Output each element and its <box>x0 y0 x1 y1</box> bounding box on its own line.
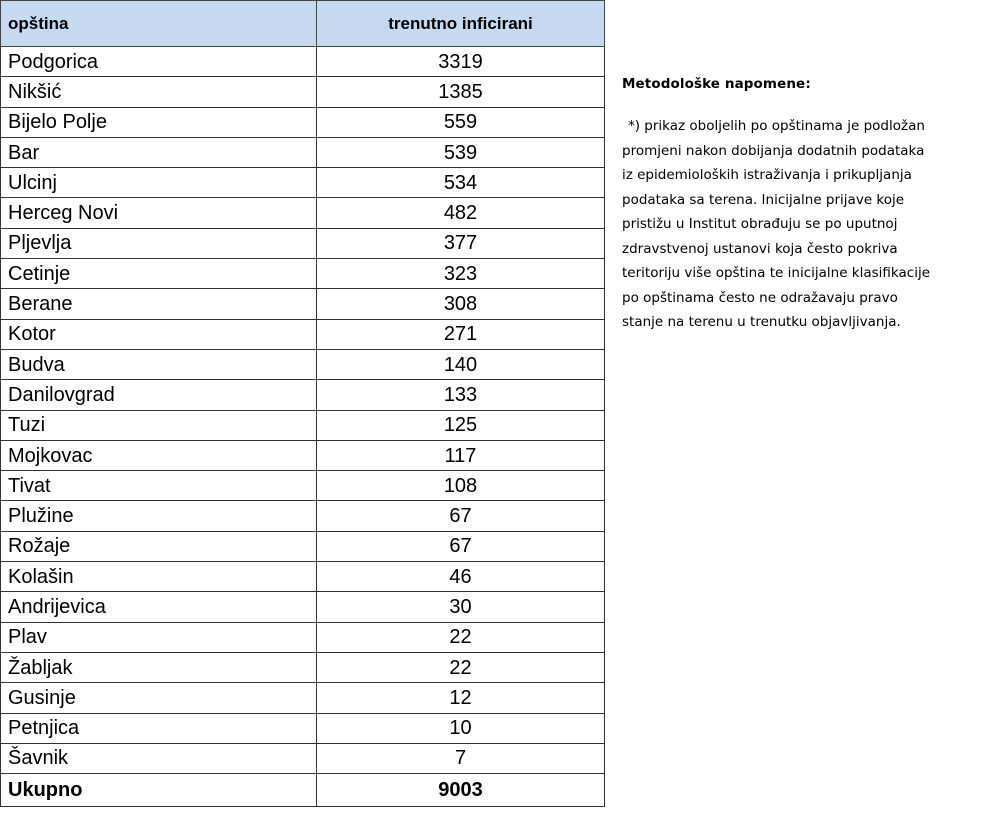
total-value: 9003 <box>317 774 605 807</box>
infected-count: 559 <box>317 107 605 137</box>
infected-count: 108 <box>317 471 605 501</box>
municipality-name: Bar <box>1 137 317 167</box>
infected-count: 30 <box>317 592 605 622</box>
table-row <box>1 107 605 137</box>
infected-count: 534 <box>317 168 605 198</box>
infected-count: 22 <box>317 622 605 652</box>
municipality-name: Bijelo Polje <box>1 107 317 137</box>
table-row <box>1 47 605 77</box>
infected-count: 22 <box>317 652 605 682</box>
infected-count: 125 <box>317 410 605 440</box>
municipality-name: Berane <box>1 289 317 319</box>
column-header-infected: trenutno inficirani <box>317 1 605 47</box>
municipality-name: Šavnik <box>1 743 317 773</box>
municipality-name: Danilovgrad <box>1 380 317 410</box>
table-row <box>1 168 605 198</box>
table-row <box>1 501 605 531</box>
table-header-row <box>1 1 605 47</box>
infected-count: 133 <box>317 380 605 410</box>
municipality-name: Nikšić <box>1 77 317 107</box>
infected-count: 46 <box>317 562 605 592</box>
infected-count: 482 <box>317 198 605 228</box>
municipality-name: Ulcinj <box>1 168 317 198</box>
municipality-name: Tivat <box>1 471 317 501</box>
table-row <box>1 440 605 470</box>
table-row <box>1 228 605 258</box>
total-label: Ukupno <box>1 774 317 807</box>
notes-text: *) prikaz oboljelih po opštinama je podložan promjeni nakon dobijanja dodatnih podataka iz epidemioloških istraživanja i prikupljanja podataka sa terena. Inicijalne prijave koje pristižu u Institut obrađuju se po uputnoj zdravstvenoj ustanovi koja često pokriva teritoriju više opština te inicijalne klasifikacije po opštinama često ne odražavaju pravo stanje na terenu u trenutku objavljivanja. <box>622 118 931 330</box>
municipality-name: Budva <box>1 349 317 379</box>
infected-count: 323 <box>317 259 605 289</box>
table-row <box>1 137 605 167</box>
infected-count: 67 <box>317 501 605 531</box>
infected-count: 117 <box>317 440 605 470</box>
infected-count: 12 <box>317 683 605 713</box>
table-row <box>1 592 605 622</box>
infected-count: 140 <box>317 349 605 379</box>
table-row <box>1 289 605 319</box>
table-row <box>1 380 605 410</box>
table-row <box>1 652 605 682</box>
methodology-notes <box>622 76 992 335</box>
municipality-name: Kotor <box>1 319 317 349</box>
municipality-name: Herceg Novi <box>1 198 317 228</box>
municipality-name: Žabljak <box>1 652 317 682</box>
column-header-municipality: opština <box>1 1 317 47</box>
infected-count: 10 <box>317 713 605 743</box>
table-row <box>1 410 605 440</box>
table-row <box>1 319 605 349</box>
table-row <box>1 683 605 713</box>
municipality-name: Plav <box>1 622 317 652</box>
municipality-name: Tuzi <box>1 410 317 440</box>
table-row <box>1 622 605 652</box>
municipality-name: Podgorica <box>1 47 317 77</box>
table-body <box>1 47 605 807</box>
municipality-name: Andrijevica <box>1 592 317 622</box>
table-row <box>1 77 605 107</box>
municipality-name: Kolašin <box>1 562 317 592</box>
municipality-name: Rožaje <box>1 531 317 561</box>
municipality-name: Pljevlja <box>1 228 317 258</box>
table-row <box>1 198 605 228</box>
municipality-name: Petnjica <box>1 713 317 743</box>
infected-count: 1385 <box>317 77 605 107</box>
municipality-name: Mojkovac <box>1 440 317 470</box>
infected-count: 3319 <box>317 47 605 77</box>
infected-count: 539 <box>317 137 605 167</box>
infected-count: 271 <box>317 319 605 349</box>
table-row <box>1 259 605 289</box>
notes-title: Metodološke napomene: <box>622 76 811 92</box>
table-row <box>1 713 605 743</box>
total-row <box>1 774 605 807</box>
infected-count: 377 <box>317 228 605 258</box>
table-row <box>1 349 605 379</box>
municipality-name: Gusinje <box>1 683 317 713</box>
table-row <box>1 743 605 773</box>
infected-count: 308 <box>317 289 605 319</box>
infected-count: 7 <box>317 743 605 773</box>
municipality-name: Plužine <box>1 501 317 531</box>
infected-count: 67 <box>317 531 605 561</box>
table-row <box>1 531 605 561</box>
municipality-name: Cetinje <box>1 259 317 289</box>
table-row <box>1 471 605 501</box>
table-row <box>1 562 605 592</box>
